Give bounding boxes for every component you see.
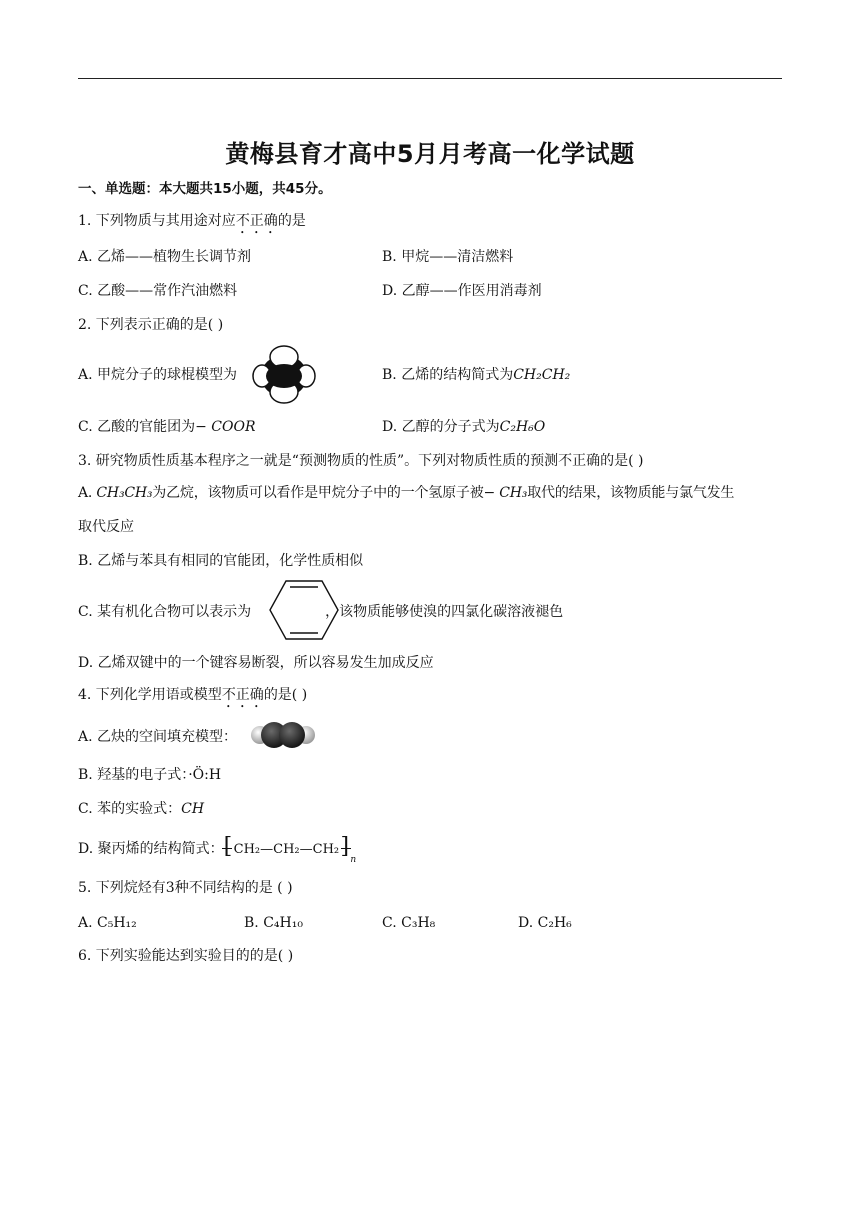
- q3-option-d: D. 乙烯双键中的一个键容易断裂，所以容易发生加成反应: [78, 655, 434, 671]
- q4-option-b: [78, 766, 221, 784]
- q4-stem-emphasis: 不正确: [221, 687, 264, 703]
- q5-option-d: D. C₂H₆: [518, 915, 572, 931]
- header-rule: [78, 78, 782, 79]
- q5-option-a: A. C₅H₁₂: [78, 915, 137, 931]
- q1-option-b: B. 甲烷——清洁燃料: [382, 249, 514, 265]
- q2-option-a: A. 甲烷分子的球棍模型为: [78, 367, 238, 383]
- q1-stem-post: 的是: [277, 213, 306, 229]
- q4-option-d: [78, 834, 357, 865]
- q2-option-c-formula: − COOR: [195, 419, 256, 435]
- q3-option-c-suffix: ，该物质能够使溴的四氯化碳溶液褪色: [325, 604, 564, 620]
- section-heading: 一、单选题：本大题共15小题，共45分。: [78, 181, 332, 197]
- q4-option-d-subscript: n: [350, 855, 357, 865]
- q4-stem-pre: 4. 下列化学用语或模型: [78, 687, 222, 703]
- q3-option-a-formula-2: − CH₃: [483, 485, 528, 501]
- q4-option-c: [78, 800, 204, 818]
- q3-option-a-line1: [78, 484, 734, 502]
- q4-option-b-label: B. 羟基的电子式：: [78, 767, 189, 783]
- question-3-stem: 3. 研究物质性质基本程序之一就是“预测物质的性质”。下列对物质性质的预测不正确的是( ): [78, 453, 644, 469]
- question-1-stem: [78, 212, 306, 237]
- q3-option-b: B. 乙烯与苯具有相同的官能团，化学性质相似: [78, 553, 364, 569]
- q1-stem-emphasis: 不正确: [235, 213, 278, 229]
- q2-option-b-formula: CH₂CH₂: [513, 367, 571, 383]
- q5-option-b: B. C₄H₁₀: [244, 915, 303, 931]
- q4-option-c-formula: CH: [181, 801, 205, 817]
- q4-option-d-formula: CH₂—CH₂—CH₂: [233, 842, 340, 857]
- q1-option-d: D. 乙醇——作医用消毒剂: [382, 283, 542, 299]
- question-6-stem: 6. 下列实验能达到实验目的的是( ): [78, 948, 294, 964]
- q2-option-b: [382, 366, 570, 384]
- q1-option-c: C. 乙酸——常作汽油燃料: [78, 283, 238, 299]
- q4-option-d-label: D. 聚丙烯的结构简式：: [78, 841, 224, 857]
- q3-option-a-prefix: A.: [78, 485, 97, 501]
- cyclohexadiene-structure-image: [268, 578, 340, 642]
- q2-option-c: [78, 418, 256, 436]
- methane-ball-stick-model-image: [252, 344, 316, 404]
- q2-option-b-label: B. 乙烯的结构简式为: [382, 367, 514, 383]
- q2-option-c-label: C. 乙酸的官能团为: [78, 419, 196, 435]
- q1-option-a: A. 乙烯——植物生长调节剂: [78, 249, 252, 265]
- question-2-stem: 2. 下列表示正确的是( ): [78, 317, 224, 333]
- polypropylene-formula: [ CH₂—CH₂—CH₂ ] n: [224, 841, 348, 859]
- q3-option-c-prefix: C. 某有机化合物可以表示为: [78, 604, 252, 620]
- q2-option-d-label: D. 乙醇的分子式为: [382, 419, 500, 435]
- q2-option-d-formula: C₂H₆O: [499, 419, 546, 435]
- q3-option-a-mid: 为乙烷，该物质可以看作是甲烷分子中的一个氢原子被: [152, 485, 484, 501]
- q3-option-a-formula-1: CH₃CH₃: [96, 485, 153, 501]
- question-5-stem: 5. 下列烷烃有3种不同结构的是 ( ): [78, 880, 293, 896]
- page-title: 黄梅县育才高中5月月考高一化学试题: [225, 140, 635, 168]
- q1-stem-pre: 1. 下列物质与其用途对应: [78, 213, 236, 229]
- q2-option-d: [382, 418, 545, 436]
- q4-stem-post: 的是( ): [263, 687, 308, 703]
- q4-option-a: A. 乙炔的空间填充模型：: [78, 729, 238, 745]
- q4-option-b-formula: ·Ö:H: [188, 767, 222, 783]
- q4-option-c-label: C. 苯的实验式：: [78, 801, 182, 817]
- acetylene-space-filling-model-image: [250, 720, 316, 750]
- q3-option-a-post: 取代的结果，该物质能与氯气发生: [527, 485, 735, 501]
- q3-option-a-line2: 取代反应: [78, 519, 134, 535]
- q5-option-c: C. C₃H₈: [382, 915, 436, 931]
- question-4-stem: [78, 686, 307, 711]
